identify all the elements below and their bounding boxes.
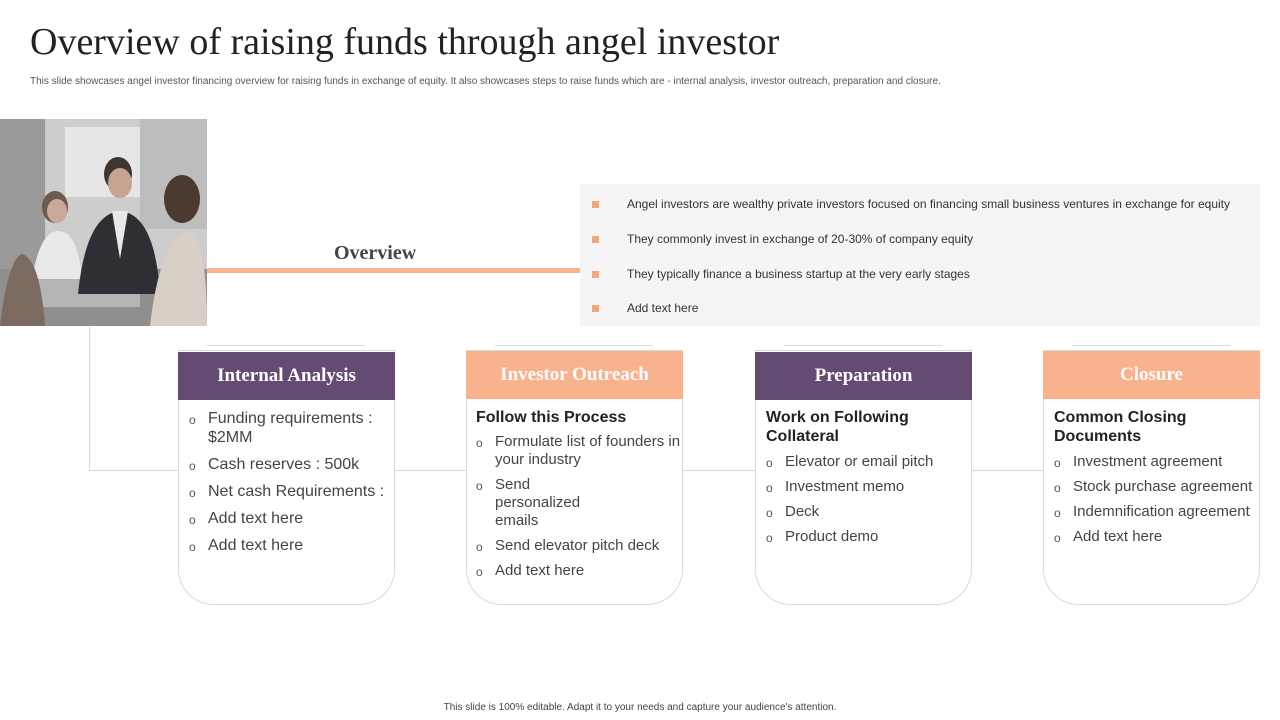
list-item: o Add text here xyxy=(1054,528,1264,546)
list-item: o Add text here xyxy=(189,509,399,528)
bullet-list xyxy=(766,453,976,546)
list-item: o Stock purchase agreement xyxy=(1054,478,1264,496)
card-header-internal-analysis: Internal Analysis xyxy=(178,352,395,400)
card-heading: Common Closing Documents xyxy=(1054,409,1187,445)
list-item: o Funding requirements : $2MM xyxy=(189,409,399,447)
card-content-internal-analysis xyxy=(189,409,399,563)
card-top-line xyxy=(1072,345,1230,346)
list-item: o Investment memo xyxy=(766,478,976,496)
card-header-closure: Closure xyxy=(1043,351,1260,399)
overview-item-text: They commonly invest in exchange of 20-30% of company equity xyxy=(627,232,974,246)
card-header-investor-outreach: Investor Outreach xyxy=(466,351,683,399)
list-item: o Formulate list of founders in your industry xyxy=(476,433,686,469)
list-item: o Send elevator pitch deck xyxy=(476,537,686,555)
card-top-line xyxy=(207,345,365,346)
overview-item xyxy=(580,301,1260,321)
meeting-photo-illustration xyxy=(0,119,207,326)
overview-accent-bar xyxy=(207,268,582,273)
list-item: o Indemnification agreement xyxy=(1054,503,1264,521)
list-item: o Deck xyxy=(766,503,976,521)
square-bullet-icon xyxy=(592,305,599,312)
square-bullet-icon xyxy=(592,236,599,243)
bullet-list xyxy=(1054,453,1264,546)
bullet-list xyxy=(189,409,399,555)
overview-panel xyxy=(580,184,1260,326)
overview-item xyxy=(580,267,1260,287)
list-item: o Cash reserves : 500k xyxy=(189,455,399,474)
card-content-closure xyxy=(1054,408,1264,553)
overview-item xyxy=(580,197,1260,217)
meeting-photo xyxy=(0,119,207,326)
card-content-preparation xyxy=(766,408,976,553)
card-content-investor-outreach xyxy=(476,408,686,587)
list-item: o Net cash Requirements : xyxy=(189,482,399,501)
card-heading: Follow this Process xyxy=(476,409,627,426)
list-item: o Elevator or email pitch xyxy=(766,453,976,471)
footer-note: This slide is 100% editable. Adapt it to your needs and capture your audience's attention. xyxy=(443,702,837,713)
square-bullet-icon xyxy=(592,201,599,208)
card-heading: Work on Following Collateral xyxy=(766,409,909,445)
bullet-list xyxy=(476,433,686,580)
list-item: o Add text here xyxy=(476,562,686,580)
card-top-line xyxy=(784,345,942,346)
list-item: o Investment agreement xyxy=(1054,453,1264,471)
connector-line-vertical xyxy=(89,326,90,471)
card-top-line xyxy=(495,345,653,346)
overview-item-text: Angel investors are wealthy private investors focused on financing small business ventures in exchange for equity xyxy=(627,197,1230,211)
list-item: o Add text here xyxy=(189,536,399,555)
overview-label: Overview xyxy=(334,242,417,264)
slide-subtitle: This slide showcases angel investor financing overview for raising funds in exchange of equity. It also showcases steps to raise funds which are - internal analysis, investor outreach, preparation and closure. xyxy=(30,76,941,87)
overview-item-text: Add text here xyxy=(627,301,699,315)
slide-title: Overview of raising funds through angel investor xyxy=(30,21,780,63)
overview-item xyxy=(580,232,1260,252)
list-item: o Send personalized emails xyxy=(476,476,616,530)
overview-item-text: They typically finance a business startup at the very early stages xyxy=(627,267,970,281)
card-header-preparation: Preparation xyxy=(755,352,972,400)
square-bullet-icon xyxy=(592,271,599,278)
list-item: o Product demo xyxy=(766,528,976,546)
